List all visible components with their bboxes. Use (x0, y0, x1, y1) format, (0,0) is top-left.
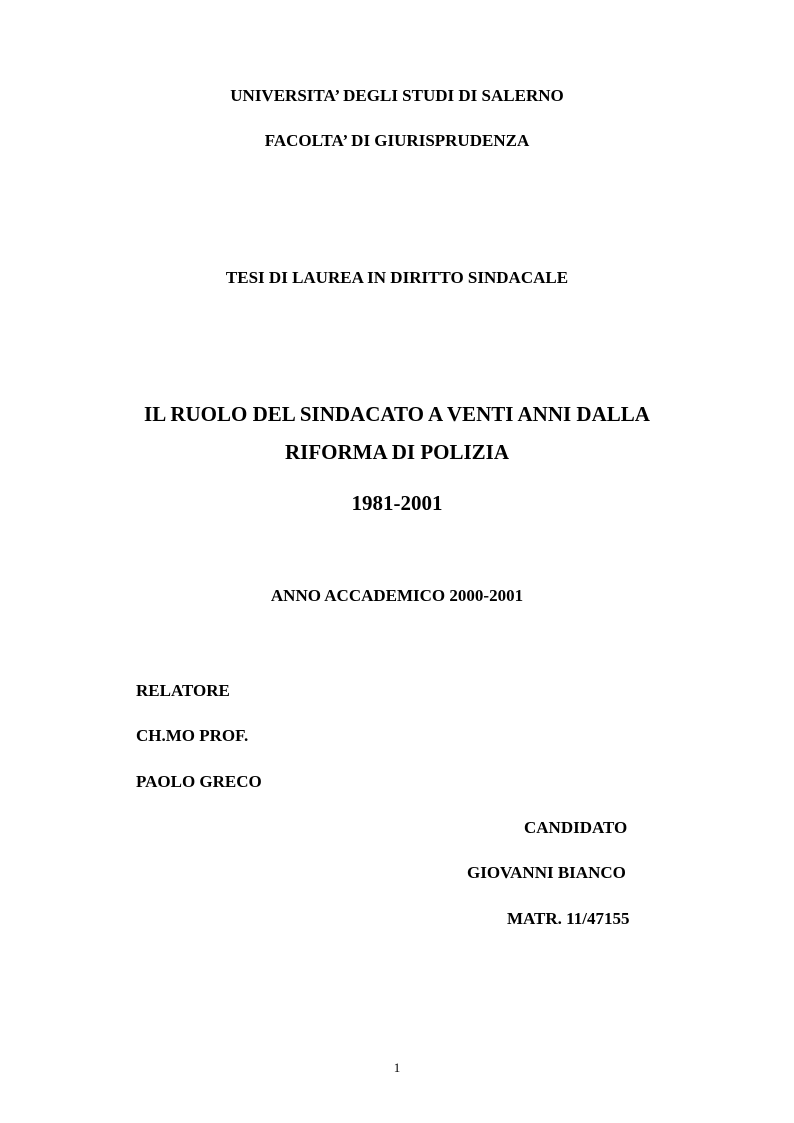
candidate-name: GIOVANNI BIANCO (467, 863, 626, 882)
supervisor-title: CH.MO PROF. (136, 726, 249, 745)
thesis-title-line1: IL RUOLO DEL SINDACATO A VENTI ANNI DALLA (144, 402, 650, 426)
candidate-matricola: MATR. 11/47155 (507, 909, 630, 928)
thesis-type: TESI DI LAUREA IN DIRITTO SINDACALE (225, 268, 569, 287)
page-number: 1 (393, 1060, 401, 1075)
academic-year: ANNO ACCADEMICO 2000-2001 (270, 586, 524, 605)
thesis-years: 1981-2001 (351, 491, 443, 515)
university-name: UNIVERSITA’ DEGLI STUDI DI SALERNO (230, 86, 564, 105)
supervisor-label: RELATORE (136, 681, 230, 700)
candidate-label: CANDIDATO (524, 818, 628, 837)
thesis-title-line2: RIFORMA DI POLIZIA (284, 440, 510, 464)
supervisor-name: PAOLO GRECO (136, 772, 262, 791)
faculty-name: FACOLTA’ DI GIURISPRUDENZA (264, 131, 530, 150)
